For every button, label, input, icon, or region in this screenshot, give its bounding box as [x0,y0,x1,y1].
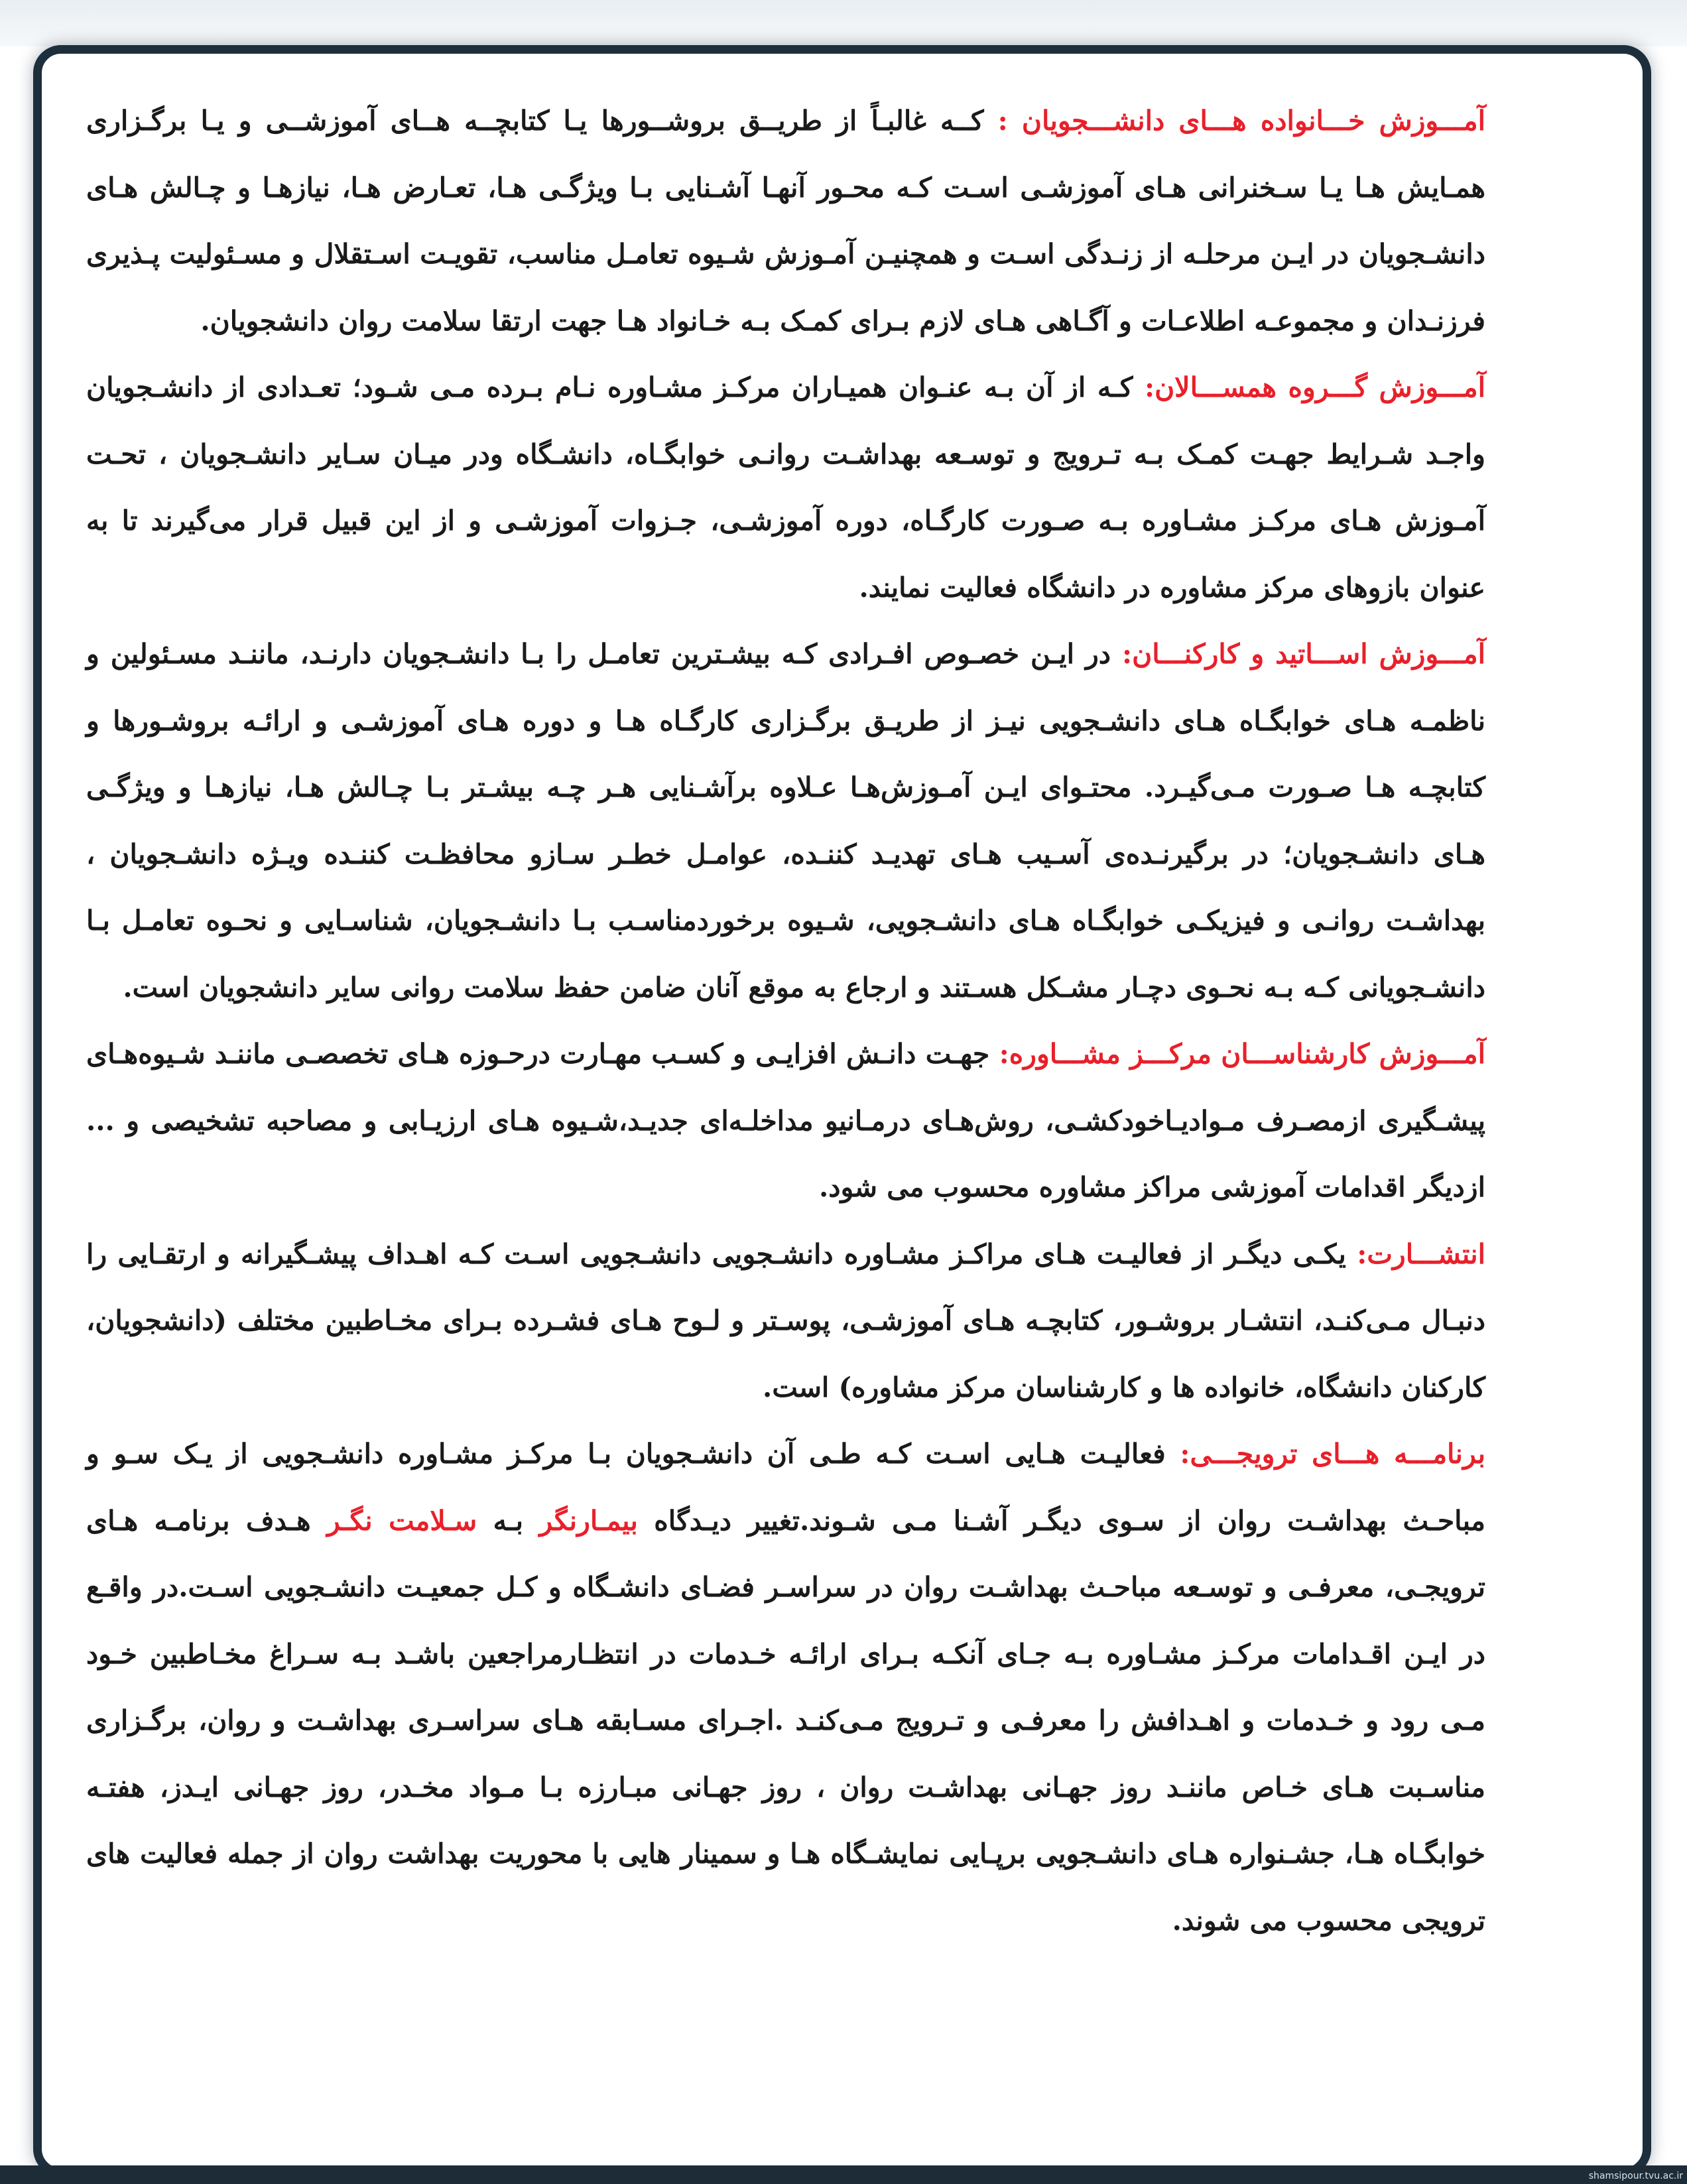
body-promotional-programs-part-1: فعالیـت هـایی اسـت کـه طـی آن دانشـجویان بـا مرکـز مشـاوره دانشـجویی از یـک سـو و مباحـث بهداشـت روان از سـوی دیگـر آشـنا مـی شـوند.تغییر دیـدگاه [86,1438,1485,1537]
paragraph-expert-education [86,1021,1485,1221]
paragraph-staff-education [86,621,1485,1021]
highlight-illness-oriented: بیمـارنگر [539,1504,638,1537]
heading-promotional-programs: برنامـــه هـــای ترویجـــی: [1180,1438,1485,1470]
body-publications: یکـی دیگـر از فعالیـت هـای مراکـز مشـاوره دانشـجویی دانشـجویی اسـت کـه اهـداف پیشـگیرانه و ارتقـایی را دنبـال مـی‌کنـد، انتشـار بروشـور، کتابچـه هـای آموزشـی، پوسـتر و لـوح هـای فشـرده بـرای مخـاطبین مختلف (دانشجویان، کارکنان دانشگاه، خانواده ها و کارشناسان مرکز مشاوره) است. [86,1238,1485,1403]
heading-family-education: آمـــوزش خـــانواده هـــای دانشـــجویان : [997,105,1485,137]
body-promotional-programs-part-2: بـه [477,1504,540,1537]
body-promotional-programs-part-3: هـدف برنامـه هـای ترویجـی، معرفـی و توسـعه مباحـث بهداشـت روان در سراسـر فضـای دانشـگاه و کـل جمعیـت دانشـجویی اسـت.در واقـع در ایـن اقـدامات مرکـز مشـاوره بـه جـای آنکـه بـرای ارائـه خـدمات در انتظـارمراجعین باشـد بـه سـراغ مخـاطبین خـود مـی رود و خـدمات و اهـدافش را معرفـی و تـرویج مـی‌کنـد .اجـرای مسـابقه هـای سراسـری بهداشـت و روان، برگـزاری مناسـبت هـای خـاص ماننـد روز جهـانی بهداشـت روان ، روز جهـانی مبـارزه بـا مـواد مخـدر، روز جهـانی ایـدز، هفتـه خوابگـاه هـا، جشـنواره هـای دانشـجویی برپـایی نمایشـگاه هـا و سمینار هایی با محوریت بهداشت روان از جمله فعالیت های ترویجی محسوب می شوند. [86,1504,1485,1937]
paragraph-publications [86,1221,1485,1421]
paragraph-family-education [86,88,1485,354]
highlight-health-oriented: سـلامت نگـر [327,1504,477,1537]
heading-peer-education: آمـــوزش گـــروه همســـالان: [1144,371,1485,403]
body-staff-education: در ایـن خصـوص افـرادی کـه بیشـترین تعامـل را بـا دانشـجویان دارنـد، ماننـد مسـئولین و ناظمـه هـای خوابگـاه هـای دانشـجویی نیـز از طریـق برگـزاری کارگـاه هـا و دوره هـای آموزشـی و ارائـه بروشـورها و کتابچـه هـا صـورت مـی‌گیـرد. محتـوای ایـن آمـوزش‌هـا عـلاوه برآشـنایی هـر چـه بیشـتر بـا چـالش هـا، نیازهـا و ویژگـی هـای دانشـجویان؛ در برگیرنـده‌ی آسـیب هـای تهدیـد کننـده، عوامـل خطـر سـازو محافظـت کننـده ویـژه دانشـجویان ، بهداشـت روانـی و فیزیکـی خوابگـاه هـای دانشـجویی، شـیوه برخوردمناسـب بـا دانشـجویان، شناسـایی و نحـوه تعامـل بـا دانشـجویانی کـه بـه نحـوی دچـار مشـکل هسـتند و ارجاع به موقع آنان ضامن حفظ سلامت روانی سایر دانشجویان است. [86,638,1485,1003]
body-peer-education: کـه از آن بـه عنـوان همیـاران مرکـز مشـاوره نـام بـرده مـی شـود؛ تعـدادی از دانشـجویان واجـد شـرایط جهـت کمـک بـه تـرویج و توسـعه بهداشـت روانـی خوابگـاه، دانشـگاه ودر میـان سـایر دانشـجویان ، تحـت آمـوزش هـای مرکـز مشـاوره بـه صـورت کارگـاه، دوره آموزشـی، جـزوات آموزشـی و از این قبیل قرار می‌گیرند تا به عنوان بازوهای مرکز مشاوره در دانشگاه فعالیت نمایند. [86,371,1485,604]
body-expert-education: جهـت دانـش افزایـی و کسـب مهـارت درحـوزه هـای تخصصـی ماننـد شـیوه‌هـای پیشـگیری ازمصـرف مـوادیـاخودکشـی، روش‌هـای درمـانیو مداخلـه‌ای جدیـد،شـیوه هـای ارزیـابی و مصاحبه تشخیصی و ... ازدیگر اقدامات آموزشی مراکز مشاوره محسوب می شود. [86,1038,1485,1203]
body-family-education: کــه غالبـاً از طریــق بروشــورها یـا کتابچــه هــای آموزشــی و یـا برگـزاری همـایش هـا یـا سـخنرانی هـای آموزشـی اسـت کـه محـور آنهـا آشـنایی بـا ویژگـی هـا، تعـارض هـا، نیازهـا و چـالش هـای دانشـجویان در ایـن مرحلـه از زنـدگی اسـت و همچنیـن آمـوزش شـیوه تعامـل مناسب، تقویـت اسـتقلال و مسـئولیت پـذیری فرزنـدان و مجموعـه اطلاعـات و آگـاهی هـای لازم بـرای کمـک بـه خـانواد هـا جهت ارتقا سلامت روان دانشجویان. [86,105,1485,337]
heading-publications: انتشـــارت: [1357,1238,1485,1270]
paragraph-promotional-programs [86,1421,1485,1954]
watermark: shamsipour.tvu.ac.ir [1588,2171,1683,2181]
heading-staff-education: آمـــوزش اســـاتید و کارکنـــان: [1121,638,1485,670]
page-background-top [0,0,1687,46]
document-body [86,88,1485,1954]
page-background-bottom [0,2165,1687,2184]
heading-expert-education: آمـــوزش کارشناســـان مرکـــز مشـــاوره: [999,1038,1485,1070]
paragraph-peer-education [86,354,1485,621]
